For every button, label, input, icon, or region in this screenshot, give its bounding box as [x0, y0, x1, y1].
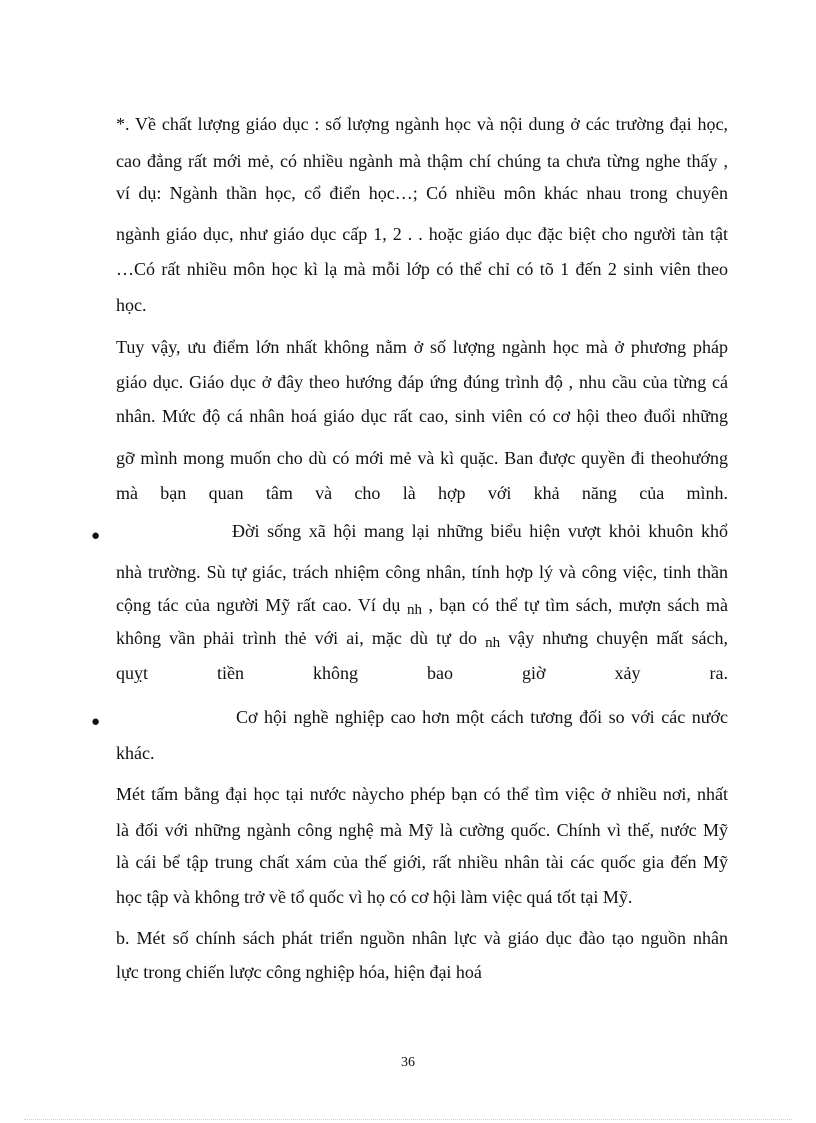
paragraph-line: lực trong chiến lược công nghiệp hóa, hiện đại hoá — [116, 962, 482, 982]
paragraph-line: mà bạn quan tâm và cho là hợp với khả năng của mình. — [116, 483, 728, 503]
paragraph-line: học tập và không trở về tổ quốc vì họ có cơ hội làm việc quá tốt tại Mỹ. — [116, 887, 633, 907]
paragraph-line: …Có rất nhiều môn học kì lạ mà mỗi lớp có thể chỉ có tõ 1 đến 2 sinh viên theo — [116, 259, 728, 279]
line-text: vậy nhưng chuyện mất sách, — [500, 628, 728, 648]
paragraph-line: Tuy vậy, ưu điểm lớn nhất không nằm ở số lượng ngành học mà ở phương pháp — [116, 337, 728, 357]
paragraph-line: nhân. Mức độ cá nhân hoá giáo dục rất cao, sinh viên có cơ hội theo đuổi những — [116, 406, 728, 426]
bullet-line: Cơ hội nghề nghiệp cao hơn một cách tương đối so với các nước — [236, 707, 728, 727]
paragraph-line: quỵt tiền không bao giờ xảy ra. — [116, 663, 728, 683]
paragraph-line: Mét tấm bằng đại học tại nước nàycho phép bạn có thể tìm việc ở nhiều nơi, nhất — [116, 784, 728, 804]
paragraph-line — [116, 593, 728, 619]
page-number: 36 — [401, 1055, 415, 1070]
bullet-line: Đời sống xã hội mang lại những biểu hiện vượt khỏi khuôn khổ — [232, 521, 728, 541]
line-text: , bạn có thể tự tìm sách, mượn sách mà — [421, 595, 728, 615]
bullet-marker: ● — [91, 714, 101, 730]
subscript-text: nh — [406, 602, 422, 618]
paragraph-line: giáo dục. Giáo dục ở đây theo hướng đáp ứng đúng trình độ , nhu cầu của từng cá — [116, 372, 728, 392]
paragraph-line: gỡ mình mong muốn cho dù có mới mẻ và kì quặc. Ban được quyền đi theohướng — [116, 448, 728, 468]
bullet-marker: ● — [91, 528, 101, 544]
paragraph-line: học. — [116, 295, 147, 315]
paragraph-line: là đối với những ngành công nghệ mà Mỹ là cường quốc. Chính vì thế, nước Mỹ — [116, 820, 728, 840]
paragraph-line: là cái bể tập trung chất xám của thế giới, rất nhiều nhân tài các quốc gia đến Mỹ — [116, 852, 728, 872]
page-bottom-rule — [24, 1119, 792, 1120]
paragraph-line: nhà trường. Sù tự giác, trách nhiệm công nhân, tính hợp lý và công việc, tinh thần — [116, 562, 728, 582]
subscript-text: nh — [485, 635, 501, 651]
paragraph-line: cao đẳng rất mới mẻ, có nhiều ngành mà thậm chí chúng ta chưa từng nghe thấy , — [116, 151, 728, 171]
line-text: cộng tác của người Mỹ rất cao. Ví dụ — [116, 595, 407, 615]
line-text: không vần phải trình thẻ với ai, mặc dù tự do — [116, 628, 486, 648]
paragraph-line — [116, 626, 728, 652]
paragraph-line: ngành giáo dục, như giáo dục cấp 1, 2 . . hoặc giáo dục đặc biệt cho người tàn tật — [116, 224, 728, 244]
paragraph-line: ví dụ: Ngành thần học, cổ điển học…; Có nhiều môn khác nhau trong chuyên — [116, 183, 728, 203]
paragraph-line: khác. — [116, 743, 155, 763]
paragraph-line: *. Về chất lượng giáo dục : số lượng ngành học và nội dung ở các trường đại học, — [116, 114, 728, 134]
paragraph-line: b. Mét số chính sách phát triển nguồn nhân lực và giáo dục đào tạo nguồn nhân — [116, 928, 728, 948]
